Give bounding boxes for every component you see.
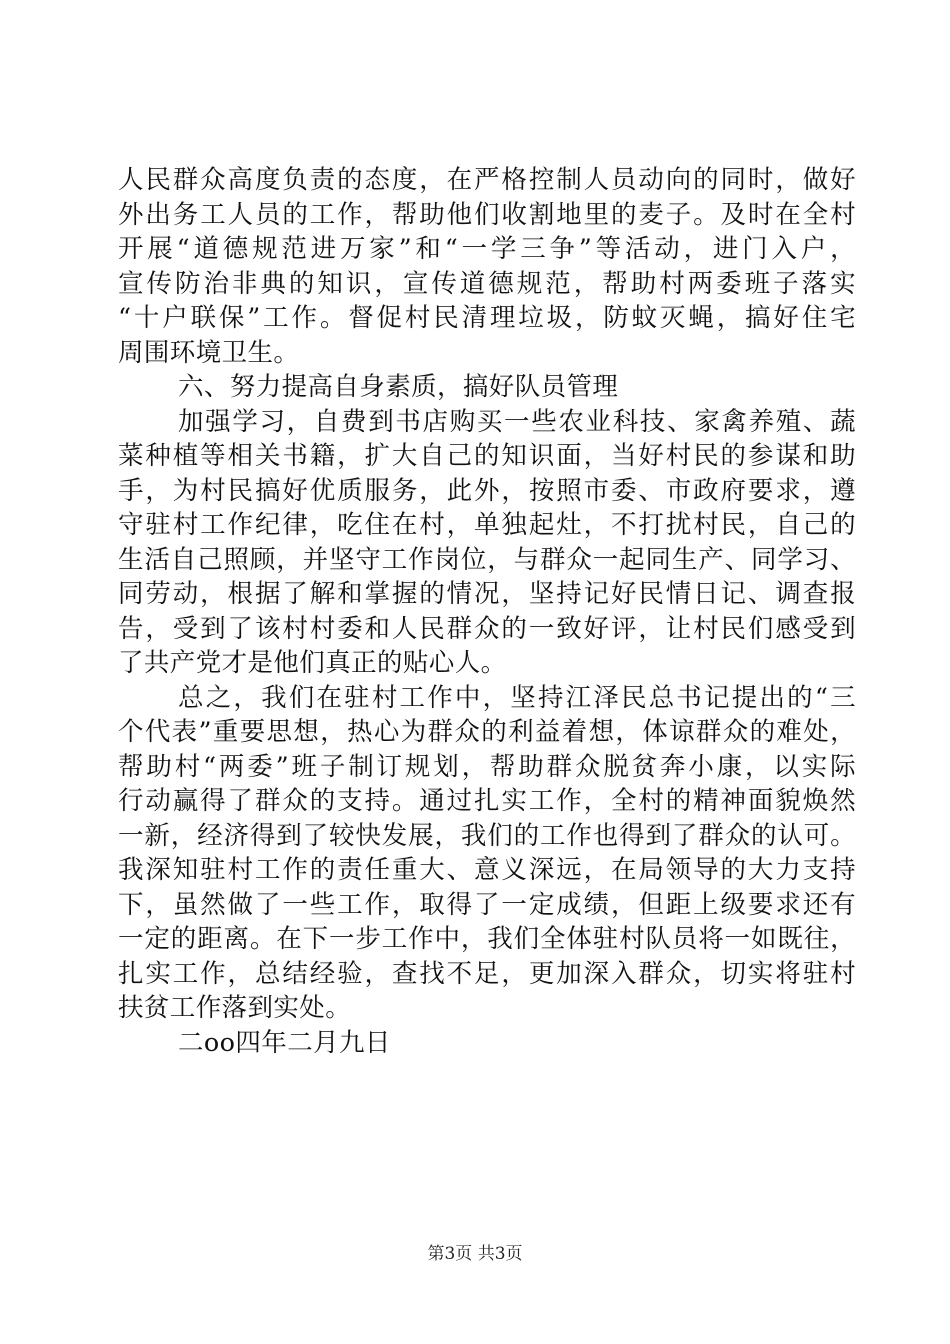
text-line: 人民群众高度负责的态度，在严格控制人员动向的同时，做好	[118, 165, 856, 195]
text-line: 个代表”重要思想，热心为群众的利益着想，体谅群众的难处，	[118, 717, 856, 747]
text-line: 外出务工人员的工作，帮助他们收割地里的麦子。及时在全村	[118, 199, 856, 230]
text-line: 开展“道德规范进万家”和“一学三争”等活动，进门入户，	[118, 234, 856, 264]
text-line: 同劳动，根据了解和掌握的情况，坚持记好民情日记、调查报	[118, 579, 856, 609]
text-line: 宣传防治非典的知识，宣传道德规范，帮助村两委班子落实	[118, 268, 856, 299]
section-heading: 六、努力提高自身素质，搞好队员管理	[178, 372, 619, 402]
text-line: 周围环境卫生。	[118, 337, 300, 368]
text-line: 行动赢得了群众的支持。通过扎实工作，全村的精神面貌焕然	[118, 786, 856, 816]
text-line: 一定的距离。在下一步工作中，我们全体驻村队员将一如既往，	[118, 924, 856, 954]
text-line: 我深知驻村工作的责任重大、意义深远，在局领导的大力支持	[118, 855, 856, 885]
text-line: 手，为村民搞好优质服务，此外，按照市委、市政府要求，遵	[118, 475, 856, 506]
text-line: “十户联保”工作。督促村民清理垃圾，防蚊灭蝇，搞好住宅	[118, 303, 856, 333]
text-line: 扎实工作，总结经验，查找不足，更加深入群众，切实将驻村	[118, 958, 856, 989]
document-body	[118, 163, 856, 1060]
text-line: 生活自己照顾，并坚守工作岗位，与群众一起同生产、同学习、	[118, 544, 856, 575]
text-line: 菜种植等相关书籍，扩大自己的知识面，当好村民的参谋和助	[118, 441, 856, 471]
text-line: 了共产党才是他们真正的贴心人。	[118, 648, 507, 678]
document-date: 二oo四年二月九日	[178, 1027, 391, 1058]
text-line: 总之，我们在驻村工作中，坚持江泽民总书记提出的“三	[178, 682, 856, 713]
text-line: 一新，经济得到了较快发展，我们的工作也得到了群众的认可。	[118, 820, 856, 851]
page-number: 第3页 共3页	[427, 1244, 523, 1264]
text-line: 帮助村“两委”班子制订规划，帮助群众脱贫奔小康，以实际	[118, 751, 856, 782]
text-line: 守驻村工作纪律，吃住在村，单独起灶，不打扰村民，自己的	[118, 510, 856, 540]
text-line: 扶贫工作落到实处。	[118, 993, 352, 1023]
text-line: 下，虽然做了一些工作，取得了一定成绩，但距上级要求还有	[118, 889, 856, 920]
text-line: 告，受到了该村村委和人民群众的一致好评，让村民们感受到	[118, 613, 856, 644]
text-line: 加强学习，自费到书店购买一些农业科技、家禽养殖、蔬	[178, 406, 856, 437]
